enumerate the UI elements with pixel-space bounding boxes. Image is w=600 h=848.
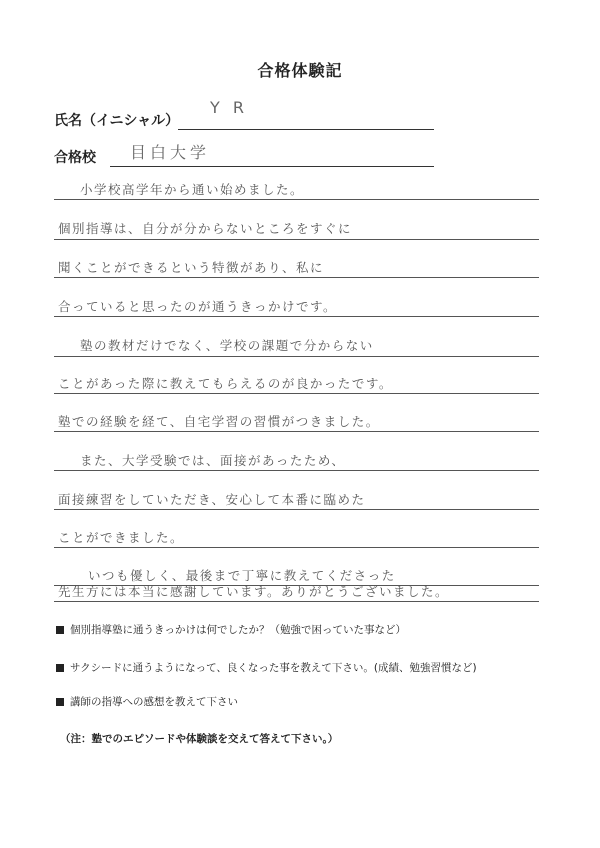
essay-line: 聞くことができるという特徴があり、私に	[58, 260, 325, 275]
question-item	[56, 694, 238, 709]
essay-line: ことができました。	[58, 530, 185, 545]
school-underline	[110, 166, 434, 167]
square-bullet-icon	[56, 698, 64, 706]
school-label: 合格校	[54, 150, 96, 166]
square-bullet-icon	[56, 626, 64, 634]
question-item	[56, 622, 406, 637]
ruled-line	[54, 470, 539, 471]
answer-note: （注：塾でのエピソードや体験談を交えて答えて下さい。）	[60, 733, 339, 745]
square-bullet-icon	[56, 664, 64, 672]
essay-line: 面接練習をしていただき、安心して本番に臨めた	[58, 492, 366, 507]
essay-line: 塾の教材だけでなく、学校の課題で分からない	[80, 338, 374, 353]
ruled-line	[54, 316, 539, 317]
question-item	[56, 660, 477, 675]
ruled-line	[54, 356, 539, 357]
essay-line: 小学校高学年から通い始めました。	[80, 182, 305, 197]
ruled-line	[54, 509, 539, 510]
essay-line: 個別指導は、自分が分からないところをすぐに	[58, 221, 353, 236]
ruled-line	[54, 431, 539, 432]
name-label: 氏名（イニシャル）	[54, 113, 180, 129]
essay-line: いつも優しく、最後まで丁寧に教えてくださった	[88, 568, 396, 583]
ruled-line	[54, 199, 539, 200]
question-text: サクシードに通うようになって、良くなった事を教えて下さい。(成績、勉強習慣など)	[70, 662, 477, 674]
essay-line: ことがあった際に教えてもらえるのが良かったです。	[58, 376, 393, 391]
name-underline	[178, 129, 434, 130]
question-text: 個別指導塾に通うきっかけは何でしたか？（勉強で困っていた事など）	[70, 624, 406, 636]
essay-line: 先生方には本当に感謝しています。ありがとうございました。	[58, 584, 450, 599]
ruled-line	[54, 277, 539, 278]
essay-line: 合っていると思ったのが通うきっかけです。	[58, 299, 338, 314]
question-text: 講師の指導への感想を教えて下さい	[70, 696, 238, 708]
essay-line: 塾での経験を経て、自宅学習の習慣がつきました。	[58, 414, 380, 429]
ruled-line	[54, 239, 539, 240]
essay-line: また、大学受験では、面接があったため、	[80, 453, 346, 468]
ruled-line	[54, 393, 539, 394]
ruled-line	[54, 601, 539, 602]
school-value: 目白大学	[130, 143, 211, 162]
name-value: Y R	[210, 98, 248, 117]
document-title: 合格体験記	[257, 61, 343, 80]
ruled-line	[54, 547, 539, 548]
